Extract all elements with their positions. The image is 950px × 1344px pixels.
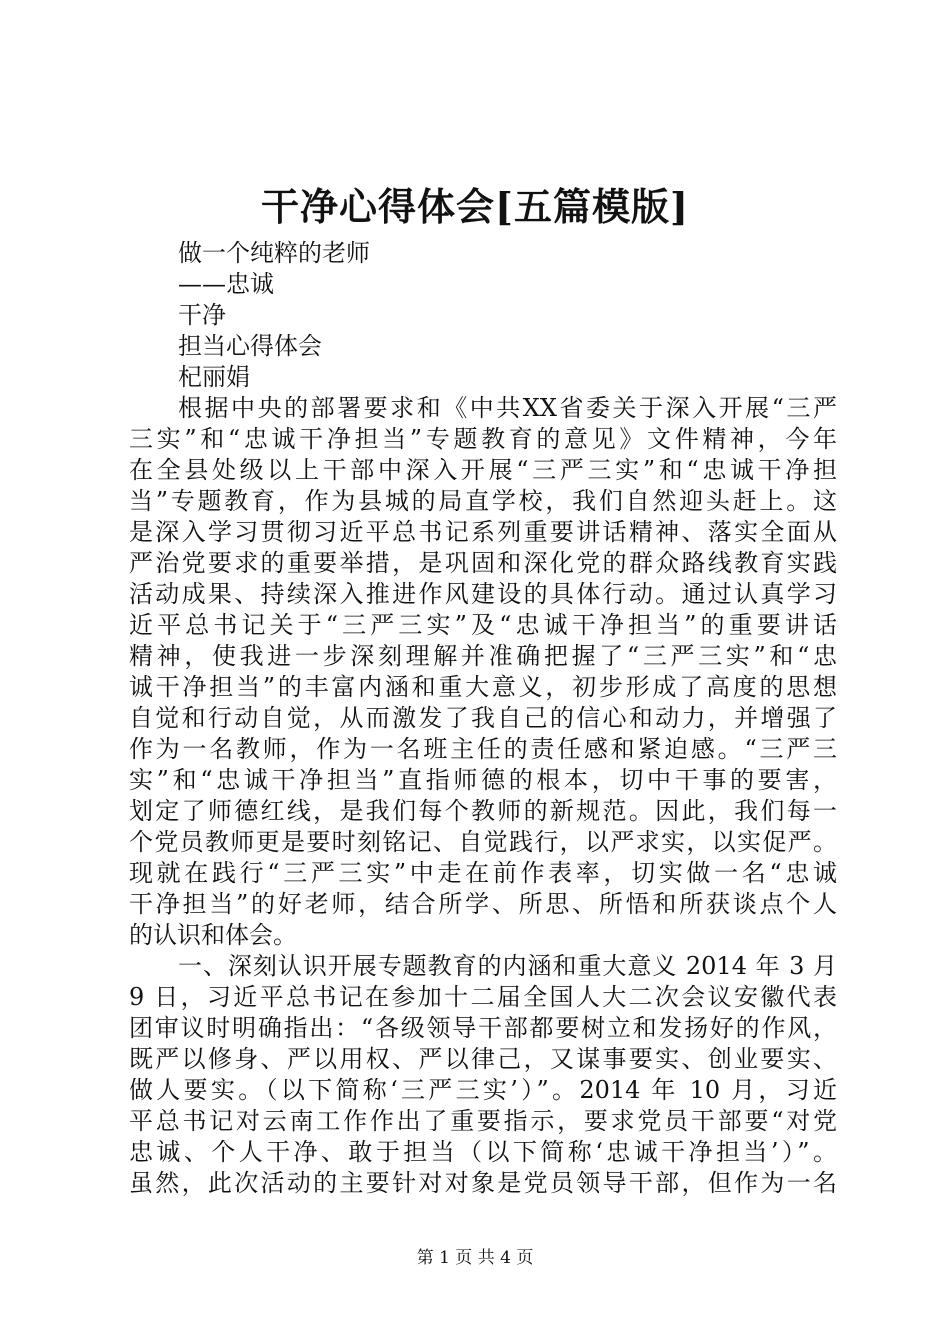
text-line: 9 日，习近平总书记在参加十二届全国人大二次会议安徽代表 xyxy=(129,983,837,1011)
text-line: 担当心得体会 xyxy=(178,332,322,360)
text-line: 在全县处级以上干部中深入开展“三严三实”和“忠诚干净担 xyxy=(129,456,837,484)
text-line: 个党员教师更是要时刻铭记、自觉践行，以严求实，以实促严。 xyxy=(129,828,837,856)
text-line: ——忠诚 xyxy=(178,270,274,298)
text-line: 实”和“忠诚干净担当”直指师德的根本，切中干事的要害， xyxy=(129,766,837,794)
document-title: 干净心得体会[五篇模版] xyxy=(261,184,689,229)
text-line: 精神，使我进一步深刻理解并准确把握了“三严三实”和“忠 xyxy=(129,642,837,670)
text-line: 虽然，此次活动的主要针对对象是党员领导干部，但作为一名 xyxy=(129,1169,837,1197)
text-line: 划定了师德红线，是我们每个教师的新规范。因此，我们每一 xyxy=(129,797,837,825)
text-line: 现就在践行“三严三实”中走在前作表率，切实做一名“忠诚 xyxy=(129,859,837,887)
text-line: 做一个纯粹的老师 xyxy=(178,239,370,267)
document-body xyxy=(129,238,837,1199)
text-line: 忠诚、个人干净、敢于担当（以下简称‘忠诚干净担当’）”。 xyxy=(129,1138,837,1166)
text-line: 自觉和行动自觉，从而激发了我自己的信心和动力，并增强了 xyxy=(129,704,837,732)
text-line: 作为一名教师，作为一名班主任的责任感和紧迫感。“三严三 xyxy=(129,735,837,763)
text-line: 干净担当”的好老师，结合所学、所思、所悟和所获谈点个人 xyxy=(129,890,837,918)
text-line: 严治党要求的重要举措，是巩固和深化党的群众路线教育实践 xyxy=(129,549,837,577)
text-line: 当”专题教育，作为县城的局直学校，我们自然迎头赶上。这 xyxy=(129,487,837,515)
text-line: 的认识和体会。 xyxy=(129,921,297,949)
text-line: 做人要实。（以下简称‘三严三实’）”。2014 年 10 月，习近 xyxy=(129,1076,837,1104)
page-number-footer: 第 1 页 共 4 页 xyxy=(416,1248,534,1268)
text-line: 杞丽娟 xyxy=(178,363,250,391)
text-line: 活动成果、持续深入推进作风建设的具体行动。通过认真学习 xyxy=(129,580,837,608)
text-line: 诚干净担当”的丰富内涵和重大意义，初步形成了高度的思想 xyxy=(129,673,837,701)
text-line: 一、深刻认识开展专题教育的内涵和重大意义 2014 年 3 月 xyxy=(178,952,837,980)
text-line: 既严以修身、严以用权、严以律己，又谋事要实、创业要实、 xyxy=(129,1045,837,1073)
text-line: 三实”和“忠诚干净担当”专题教育的意见》文件精神，今年 xyxy=(129,425,837,453)
text-line: 平总书记对云南工作作出了重要指示，要求党员干部要“对党 xyxy=(129,1107,837,1135)
text-line: 干净 xyxy=(178,301,226,329)
text-line: 近平总书记关于“三严三实”及“忠诚干净担当”的重要讲话 xyxy=(129,611,837,639)
text-line: 团审议时明确指出：“各级领导干部都要树立和发扬好的作风， xyxy=(129,1014,837,1042)
text-line: 是深入学习贯彻习近平总书记系列重要讲话精神、落实全面从 xyxy=(129,518,837,546)
text-line: 根据中央的部署要求和《中共XX省委关于深入开展“三严 xyxy=(178,394,837,422)
